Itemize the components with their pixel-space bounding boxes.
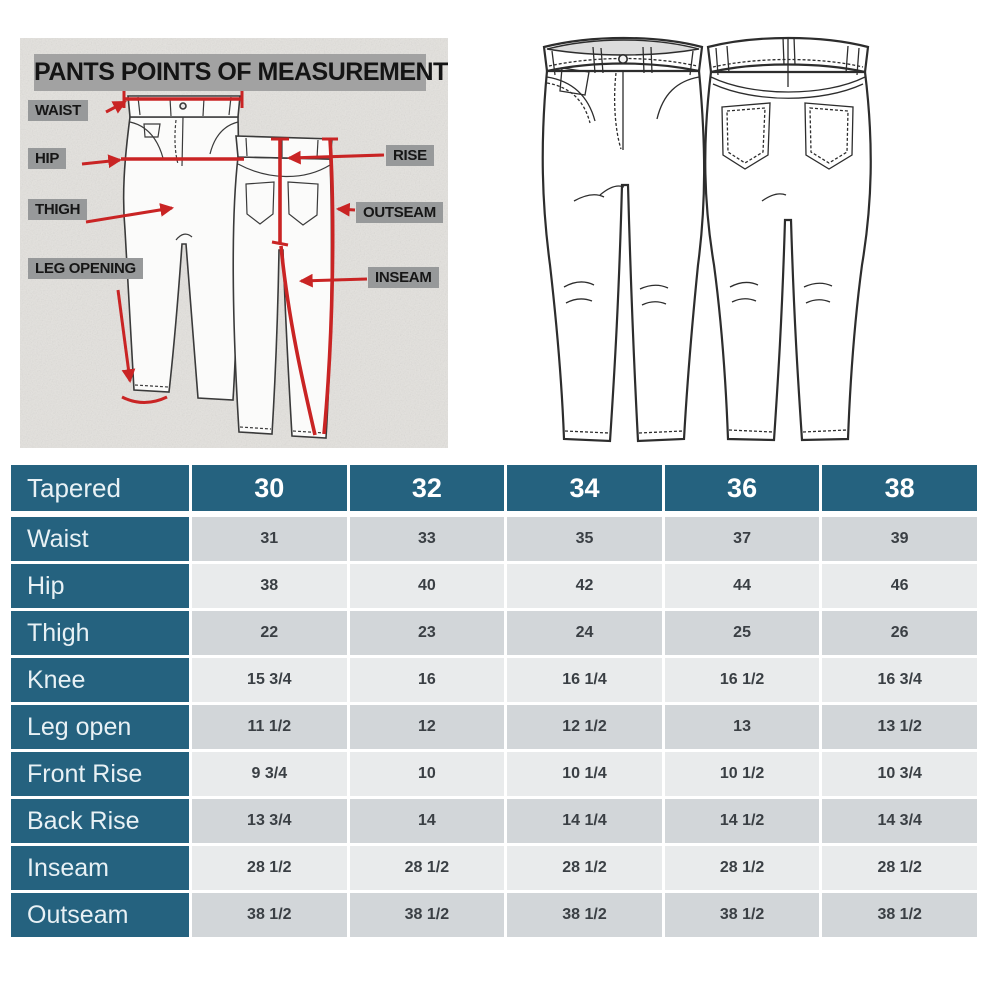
size-value-cell: 28 1/2 (665, 846, 820, 890)
size-value-cell: 10 3/4 (822, 752, 977, 796)
row-label: Knee (11, 658, 189, 702)
size-value-cell: 28 1/2 (507, 846, 662, 890)
size-value-cell: 14 1/2 (665, 799, 820, 843)
size-value-cell: 16 3/4 (822, 658, 977, 702)
table-row-back-rise (11, 799, 977, 843)
size-value-cell: 24 (507, 611, 662, 655)
table-row-inseam (11, 846, 977, 890)
header-size-32: 32 (350, 465, 505, 514)
size-value-cell: 16 1/2 (665, 658, 820, 702)
size-value-cell: 28 1/2 (350, 846, 505, 890)
jeans-back-outline (705, 72, 870, 440)
jeans-front-sketch (543, 38, 704, 441)
inseam-arrow (301, 279, 367, 281)
size-value-cell: 12 1/2 (507, 705, 662, 749)
size-value-cell: 28 1/2 (192, 846, 347, 890)
row-label: Waist (11, 517, 189, 561)
row-label: Front Rise (11, 752, 189, 796)
label-hip: HIP (28, 148, 66, 169)
table-row-thigh (11, 611, 977, 655)
size-value-cell: 46 (822, 564, 977, 608)
size-value-cell: 38 1/2 (822, 893, 977, 937)
row-label: Inseam (11, 846, 189, 890)
size-value-cell: 14 3/4 (822, 799, 977, 843)
size-value-cell: 33 (350, 517, 505, 561)
size-value-cell: 9 3/4 (192, 752, 347, 796)
size-value-cell: 25 (665, 611, 820, 655)
table-row-outseam (11, 893, 977, 937)
size-value-cell: 15 3/4 (192, 658, 347, 702)
size-value-cell: 38 1/2 (192, 893, 347, 937)
row-label: Outseam (11, 893, 189, 937)
size-value-cell: 38 1/2 (507, 893, 662, 937)
size-value-cell: 44 (665, 564, 820, 608)
table-row-knee (11, 658, 977, 702)
size-value-cell: 28 1/2 (822, 846, 977, 890)
header-size-34: 34 (507, 465, 662, 514)
row-label: Back Rise (11, 799, 189, 843)
size-value-cell: 12 (350, 705, 505, 749)
waist-button (619, 55, 627, 63)
label-waist: WAIST (28, 100, 88, 121)
size-value-cell: 14 (350, 799, 505, 843)
header-size-30: 30 (192, 465, 347, 514)
size-value-cell: 38 1/2 (665, 893, 820, 937)
header-style-name: Tapered (11, 465, 189, 514)
size-value-cell: 31 (192, 517, 347, 561)
size-value-cell: 22 (192, 611, 347, 655)
size-value-cell: 26 (822, 611, 977, 655)
size-value-cell: 10 1/2 (665, 752, 820, 796)
size-value-cell: 23 (350, 611, 505, 655)
size-value-cell: 10 (350, 752, 505, 796)
header-size-38: 38 (822, 465, 977, 514)
size-value-cell: 42 (507, 564, 662, 608)
table-row-front-rise (11, 752, 977, 796)
row-label: Leg open (11, 705, 189, 749)
jeans-flat-sketches (500, 15, 980, 455)
measurement-diagram (20, 38, 448, 448)
label-thigh: THIGH (28, 199, 87, 220)
label-rise: RISE (386, 145, 434, 166)
row-label: Thigh (11, 611, 189, 655)
size-value-cell: 16 (350, 658, 505, 702)
size-value-cell: 13 3/4 (192, 799, 347, 843)
size-value-cell: 16 1/4 (507, 658, 662, 702)
size-value-cell: 38 (192, 564, 347, 608)
row-label: Hip (11, 564, 189, 608)
size-value-cell: 40 (350, 564, 505, 608)
label-inseam: INSEAM (368, 267, 439, 288)
table-row-leg-open (11, 705, 977, 749)
table-header-row (11, 465, 977, 514)
size-value-cell: 13 (665, 705, 820, 749)
jeans-flats-art (500, 15, 980, 455)
size-value-cell: 11 1/2 (192, 705, 347, 749)
outseam-arrow (338, 209, 355, 210)
label-leg-opening: LEG OPENING (28, 258, 143, 279)
size-value-cell: 39 (822, 517, 977, 561)
size-value-cell: 14 1/4 (507, 799, 662, 843)
header-size-36: 36 (665, 465, 820, 514)
waist-button (180, 103, 186, 109)
size-value-cell: 37 (665, 517, 820, 561)
label-outseam: OUTSEAM (356, 202, 443, 223)
size-value-cell: 13 1/2 (822, 705, 977, 749)
size-value-cell: 35 (507, 517, 662, 561)
table-row-hip (11, 564, 977, 608)
diagram-title: PANTS POINTS OF MEASUREMENT (34, 54, 426, 91)
size-value-cell: 10 1/4 (507, 752, 662, 796)
jeans-back-sketch (705, 37, 870, 440)
size-value-cell: 38 1/2 (350, 893, 505, 937)
size-table (8, 462, 980, 940)
table-row-waist (11, 517, 977, 561)
